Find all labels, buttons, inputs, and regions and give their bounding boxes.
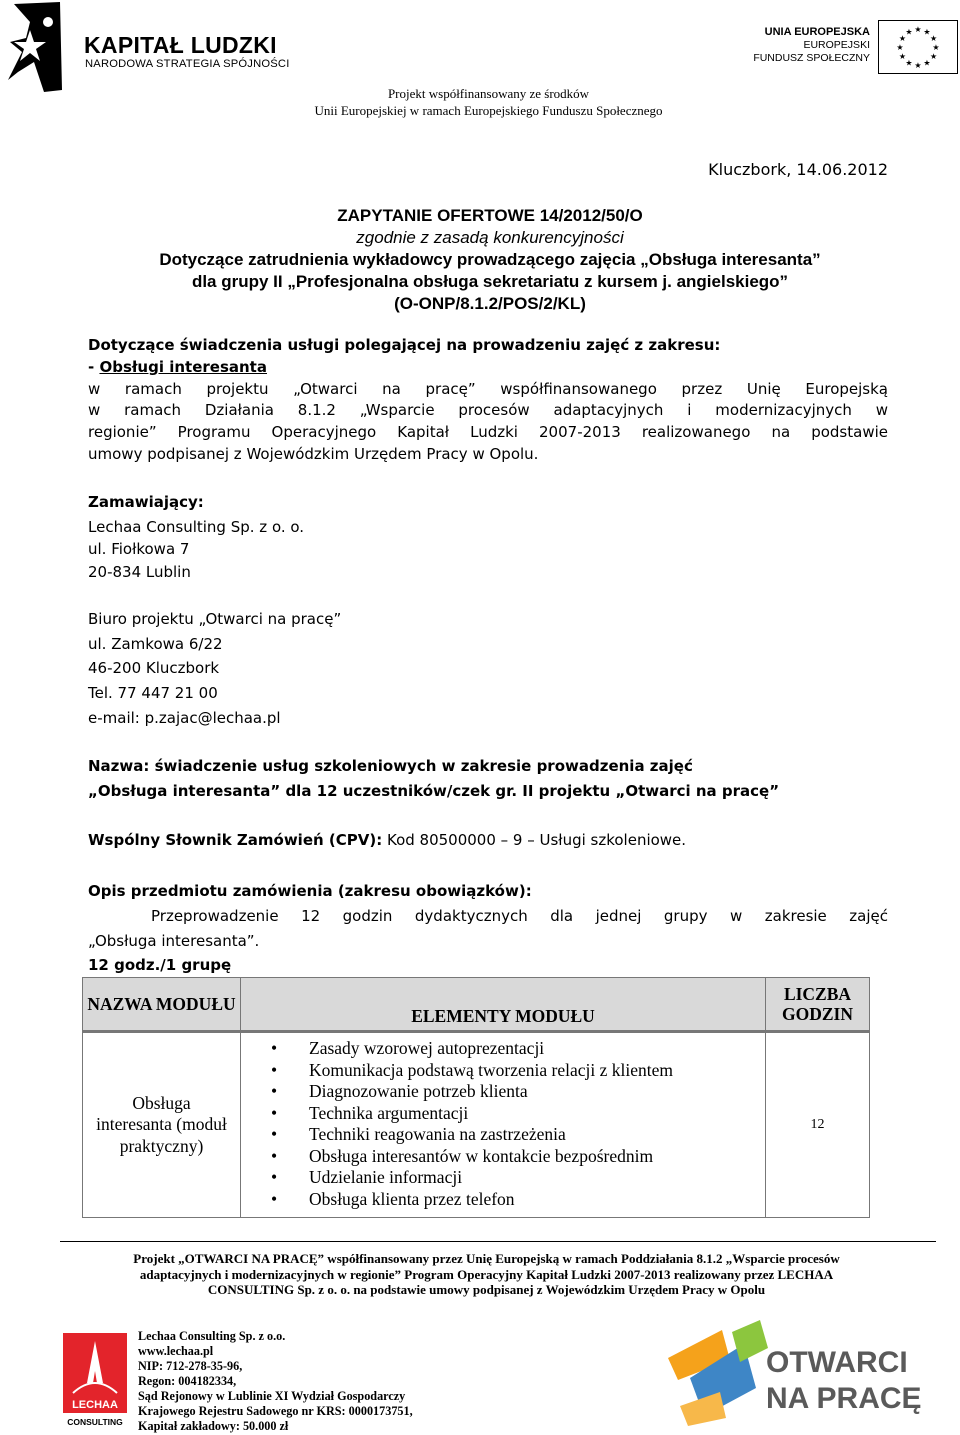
cofinancing-line2: Unii Europejskiej w ramach Europejskiego Funduszu Społecznego — [314, 103, 663, 118]
title-line4: dla grupy II „Profesjonalna obsługa sekretariatu z kursem j. angielskiego” — [191, 272, 789, 291]
cpv-label: Wspólny Słownik Zamówień (CPV): — [88, 831, 383, 849]
eu-label — [752, 26, 870, 65]
company-line: Regon: 004182334, — [138, 1374, 237, 1388]
document-date: Kluczbork, 14.06.2012 — [708, 160, 888, 179]
company-line: www.lechaa.pl — [138, 1344, 214, 1358]
document-title — [60, 205, 920, 315]
description-line1: Przeprowadzenie 12 godzin dydaktycznych dla jednej grupy w zakresie zajęć — [151, 907, 888, 925]
kapital-ludzki-title: KAPITAŁ LUDZKI — [84, 32, 277, 58]
client-name: Lechaa Consulting Sp. z o. o. — [88, 518, 305, 537]
otwarci-logo-line2: NA PRACĘ — [766, 1382, 922, 1415]
description-line2: „Obsługa interesanta”. — [88, 932, 260, 950]
list-item: • Zasady wzorowej autoprezentacji — [271, 1038, 765, 1060]
list-item: • Obsługa klienta przez telefon — [271, 1189, 765, 1211]
eu-star-icon: ★ — [930, 34, 938, 43]
cofinancing-note — [0, 85, 960, 119]
list-item: • Komunikacja podstawą tworzenia relacji z klientem — [271, 1060, 765, 1082]
lechaa-logo-icon — [63, 1333, 127, 1428]
footer-line3: CONSULTING Sp. z o. o. na podstawie umowy podpisanej z Wojewódzkim Urzędem Pracy w Opolu — [207, 1282, 766, 1297]
eu-star-icon: ★ — [932, 43, 940, 52]
eu-label-line2: EUROPEJSKI — [803, 39, 870, 51]
otwarci-logo-line1: OTWARCI — [766, 1346, 908, 1379]
name-section — [88, 754, 888, 804]
header-module-elements: ELEMENTY MODUŁU — [241, 978, 766, 1032]
title-line2: zgodnie z zasadą konkurencyjności — [356, 228, 624, 247]
cofinancing-line1: Projekt współfinansowany ze środków — [387, 86, 590, 101]
office-phone: Tel. 77 447 21 00 — [88, 684, 218, 703]
cpv-section — [88, 829, 888, 852]
scope-item-text: Obsługi interesanta — [99, 357, 267, 376]
scope-item — [88, 357, 888, 379]
scope-heading: Dotyczące świadczenia usługi polegającej na prowadzeniu zajęć z zakresu: — [88, 336, 721, 354]
eu-star-icon: ★ — [896, 43, 904, 52]
eu-star-icon: ★ — [914, 25, 922, 34]
module-elements-cell — [241, 1032, 766, 1218]
company-line: Krajowego Rejestru Sadowego nr KRS: 0000173751, — [138, 1404, 413, 1418]
list-item: • Obsługa interesantów w kontakcie bezpośrednim — [271, 1146, 765, 1168]
title-line5: (O-ONP/8.1.2/POS/2/KL) — [394, 294, 586, 313]
office-name: Biuro projektu „Otwarci na pracę” — [88, 609, 342, 628]
description-section — [88, 879, 888, 977]
footer-divider — [60, 1241, 936, 1242]
list-item: • Udzielanie informacji — [271, 1167, 765, 1189]
scope-para-line1: w ramach projektu „Otwarci na pracę” współfinansowanego przez Unię Europejską — [88, 379, 888, 398]
kapital-ludzki-logo-icon — [4, 2, 62, 92]
kapital-ludzki-subtitle: NARODOWA STRATEGIA SPÓJNOŚCI — [85, 58, 290, 70]
cpv-value: Kod 80500000 – 9 – Usługi szkoleniowe. — [382, 831, 687, 849]
header-hours: LICZBA GODZIN — [766, 978, 870, 1032]
scope-item-prefix: - — [88, 357, 100, 376]
otwarci-na-prace-logo-icon — [660, 1318, 940, 1428]
eu-star-icon: ★ — [905, 27, 913, 37]
client-heading: Zamawiający: — [88, 493, 204, 511]
module-elements-list — [241, 1038, 765, 1210]
eu-star-icon: ★ — [905, 58, 913, 68]
description-heading: Opis przedmiotu zamówienia (zakresu obowiązków): — [88, 882, 532, 900]
scope-para-line2: w ramach Działania 8.1.2 „Wsparcie procesów adaptacyjnych i modernizacyjnych w — [88, 401, 888, 420]
company-line: NIP: 712-278-35-96, — [138, 1359, 243, 1373]
list-item: • Technika argumentacji — [271, 1103, 765, 1125]
module-table — [82, 977, 870, 1218]
office-street: ul. Zamkowa 6/22 — [88, 634, 223, 653]
page-header — [0, 0, 960, 130]
header-module-name: NAZWA MODUŁU — [83, 978, 241, 1032]
title-line3: Dotyczące zatrudnienia wykładowcy prowadzącego zajęcia „Obsługa interesanta” — [159, 250, 821, 269]
eu-star-icon: ★ — [914, 61, 922, 70]
client-city: 20-834 Lublin — [88, 562, 191, 581]
eu-star-icon: ★ — [930, 52, 938, 61]
company-line: Kapitał zakładowy: 50.000 zł — [138, 1419, 289, 1433]
name-line1: Nazwa: świadczenie usług szkoleniowych w zakresie prowadzenia zajęć — [88, 757, 693, 775]
company-line: Sąd Rejonowy w Lublinie XI Wydział Gospodarczy — [138, 1389, 406, 1403]
lechaa-logo-subtext: CONSULTING — [67, 1417, 123, 1427]
scope-para-line3: regionie” Programu Operacyjnego Kapitał Ludzki 2007-2013 realizowanego na podstawie — [88, 423, 888, 442]
scope-section — [88, 335, 888, 466]
office-email: e-mail: p.zajac@lechaa.pl — [88, 709, 281, 727]
table-header-row — [83, 978, 870, 1032]
eu-star-icon: ★ — [898, 52, 906, 61]
client-street: ul. Fiołkowa 7 — [88, 540, 190, 559]
eu-star-icon: ★ — [923, 58, 931, 68]
eu-star-icon: ★ — [923, 27, 931, 37]
client-section — [88, 491, 888, 731]
company-details — [138, 1329, 413, 1434]
office-city: 46-200 Kluczbork — [88, 659, 220, 678]
footer-project-note — [0, 1251, 960, 1298]
footer-line2: adaptacyjnych i modernizacyjnych w regionie” Program Operacyjny Kapitał Ludzki 2007-2013 realizowany przez LECHAA — [139, 1266, 834, 1282]
name-line2: „Obsługa interesanta” dla 12 uczestników/czek gr. II projektu „Otwarci na pracę” — [88, 782, 780, 800]
eu-label-line1: UNIA EUROPEJSKA — [764, 26, 870, 38]
hours-cell: 12 — [766, 1032, 870, 1218]
module-name-cell: Obsługa interesanta (moduł praktyczny) — [83, 1032, 241, 1218]
eu-star-icon: ★ — [898, 34, 906, 43]
eu-flag-icon — [878, 20, 958, 74]
eu-label-line3: FUNDUSZ SPOŁECZNY — [753, 52, 870, 64]
description-hours: 12 godz./1 grupę — [88, 956, 232, 974]
lechaa-logo-text: LECHAA — [72, 1399, 118, 1411]
scope-para-line4: umowy podpisanej z Wojewódzkim Urzędem Pracy w Opolu. — [88, 444, 539, 463]
title-line1: ZAPYTANIE OFERTOWE 14/2012/50/O — [337, 206, 643, 225]
list-item: • Diagnozowanie potrzeb klienta — [271, 1081, 765, 1103]
table-row — [83, 1032, 870, 1218]
footer-line1: Projekt „OTWARCI NA PRACĘ” współfinansowany przez Unię Europejską w ramach Poddziałania 8.1.2 „Wsparcie procesów — [133, 1251, 840, 1266]
list-item: • Techniki reagowania na zastrzeżenia — [271, 1124, 765, 1146]
company-line: Lechaa Consulting Sp. z o.o. — [138, 1329, 286, 1343]
